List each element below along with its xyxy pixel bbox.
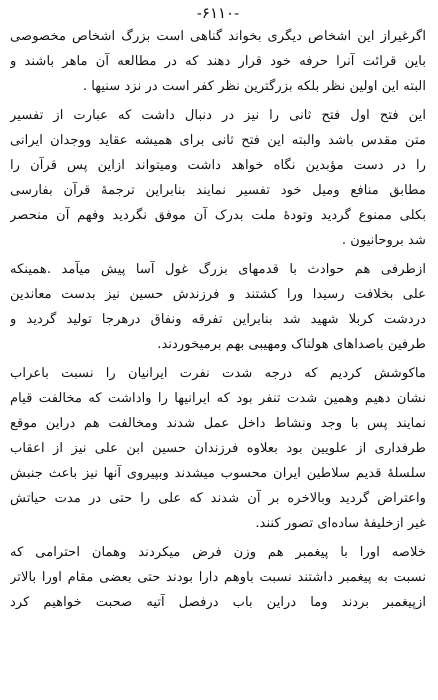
- paragraph-5: [10, 540, 426, 615]
- paragraph-4: [10, 361, 426, 536]
- text-line: مطابق منافع ومیل خود تفسیر نمایند بنابراین ترجمهٔ قرآن بفارسی: [10, 183, 426, 198]
- text-line: خلاصه اورا با پیغمبر هم وزن فرض میکردند وهمان احترامی که: [10, 545, 426, 560]
- text-line: ماکوشش کردیم که درجه شدت نفرت ایرانیان را نسبت باعراب: [10, 366, 426, 381]
- text-line: غیر ازخلیفهٔ ساده‌ای تصور کنند.: [255, 516, 426, 531]
- text-line: طرفداری از علویین بود بعلاوه فرزندان حسین ابن علی نیز از اعقاب: [10, 441, 426, 456]
- paragraph-3: [10, 257, 426, 357]
- text-line: ازپیغمبر بردند وما دراین باب درفصل آتیه صحبت خواهیم کرد: [10, 595, 426, 610]
- text-line: شد بروحانیون .: [341, 233, 426, 248]
- body-text: [10, 24, 426, 615]
- text-line: البته این اولین نظر بلکه بزرگترین نظر کفر است در نزد سنیها .: [82, 79, 426, 94]
- text-line: واعتراض گردید وبالاخره بر آن شدند که علی را حتی در مدت حیاتش: [10, 491, 426, 506]
- text-line: نسبت به پیغمبر داشتند نسبت باوهم دارا بودند حتی بعضی مقام اورا بالاتر: [10, 570, 426, 585]
- page-number: -۶۱۱۰-: [196, 4, 240, 22]
- text-line: نشان دهیم وهمین شدت تنفر بود که ایرانیها را واداشت که مخالفت قیام: [10, 391, 426, 406]
- text-line: علی بخلافت رسیدا ورا کشتند و فرزندش حسین نیز بدست معاندین: [10, 287, 426, 302]
- text-line: طرفین باصداهای هولناک ومهیبی بهم برمیخوردند.: [157, 337, 426, 352]
- text-line: بکلی ممنوع گردید وتودهٔ ملت بدرک آن موفق نگردید وفهم آن منحصر: [10, 208, 426, 223]
- text-line: این فتح اول فتح ثانی را نیز در دنبال داشت که عبارت از تفسیر: [10, 108, 426, 123]
- paragraph-2: [10, 103, 426, 253]
- text-line: سلسلهٔ قدیم سلاطین ایران محسوب میشدند وبپیروی آنها نیز باعث جنبش: [10, 466, 426, 481]
- text-line: را در دست مؤبدین نگاه خواهد داشت ومیتواند ازاین پس قرآن را: [10, 158, 426, 173]
- text-line: نمایند پس با وجد ونشاط داخل عمل شدند ومخالفت هم دراین موقع: [10, 416, 426, 431]
- text-line: ازطرفی هم حوادث با قدمهای بزرگ غول آسا پیش میآمد .همینکه: [10, 262, 426, 277]
- text-line: متن مقدس باشد والبته این فتح ثانی برای همیشه عقاید ووجدان ایرانی: [10, 133, 426, 148]
- text-line: باین قرائت آنرا حرفه خود قرار دهند که در مطالعه آن ماهر باشند و: [10, 54, 426, 69]
- text-line: اگرغیراز این اشخاص دیگری بخواند گناهی است بزرگ اشخاص مخصوصی: [10, 29, 426, 44]
- text-line: دردشت کربلا شهید شد بنابراین تفرقه ونفاق درهرجا تولید گردید و: [10, 312, 426, 327]
- paragraph-1: [10, 24, 426, 99]
